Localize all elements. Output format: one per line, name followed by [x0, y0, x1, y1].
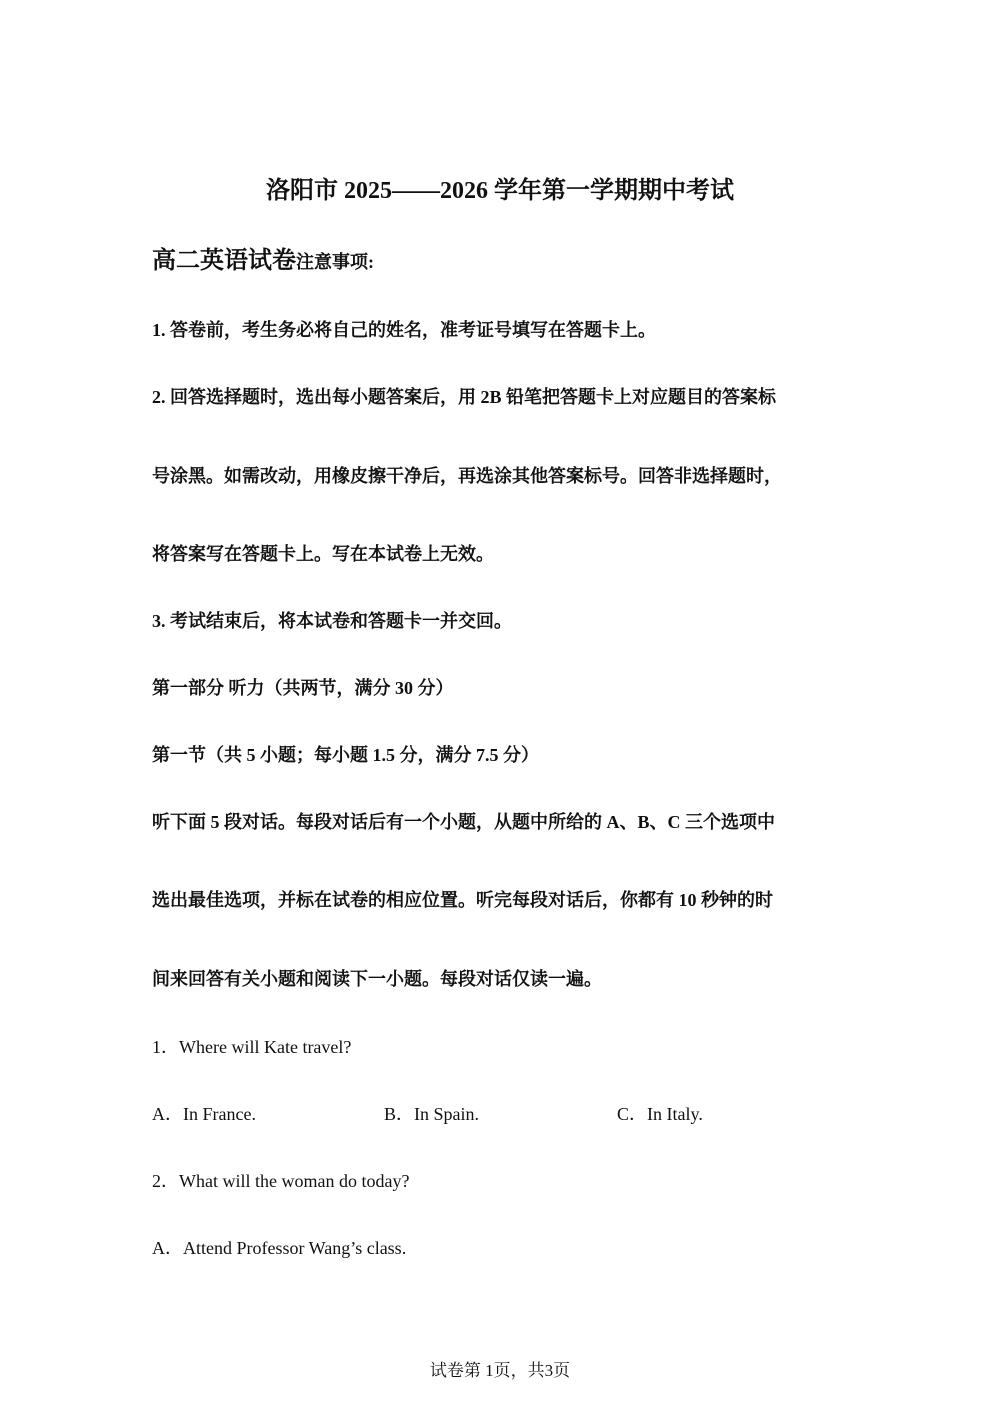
question-1-option-b: B．In Spain.	[384, 1104, 480, 1124]
instructions-line-1: 听下面 5 段对话。每段对话后有一个小题，从题中所给的 A、B、C 三个选项中	[152, 812, 776, 832]
page-footer: 试卷第 1页，共3页	[429, 1361, 571, 1380]
section-heading: 第一节（共 5 小题；每小题 1.5 分，满分 7.5 分）	[152, 745, 539, 765]
notice-item-2-line-3: 将答案写在答题卡上。写在本试卷上无效。	[152, 544, 494, 564]
exam-title: 洛阳市 2025——2026 学年第一学期期中考试	[266, 178, 734, 204]
question-2-option-a: A．Attend Professor Wang’s class.	[152, 1238, 407, 1258]
paper-subtitle: 高二英语试卷	[152, 246, 296, 274]
notice-item-3: 3. 考试结束后，将本试卷和答题卡一并交回。	[152, 611, 512, 631]
instructions-line-3: 间来回答有关小题和阅读下一小题。每段对话仅读一遍。	[152, 969, 602, 989]
notice-item-2-line-1: 2. 回答选择题时，选出每小题答案后，用 2B 铅笔把答题卡上对应题目的答案标	[152, 387, 777, 407]
instructions-line-2: 选出最佳选项，并标在试卷的相应位置。听完每段对话后，你都有 10 秒钟的时	[152, 890, 773, 910]
subtitle-row	[152, 240, 374, 275]
question-1-option-c: C．In Italy.	[617, 1104, 703, 1124]
notice-item-2-line-2: 号涂黑。如需改动，用橡皮擦干净后，再选涂其他答案标号。回答非选择题时，	[152, 466, 782, 486]
question-1-option-a: A．In France.	[152, 1104, 256, 1124]
question-1-stem: 1．Where will Kate travel?	[152, 1037, 352, 1057]
part-heading: 第一部分 听力（共两节，满分 30 分）	[152, 678, 454, 698]
notice-item-1: 1. 答卷前，考生务必将自己的姓名，准考证号填写在答题卡上。	[152, 320, 656, 340]
question-2-stem: 2．What will the woman do today?	[152, 1171, 410, 1191]
notice-label: 注意事项:	[296, 252, 374, 272]
